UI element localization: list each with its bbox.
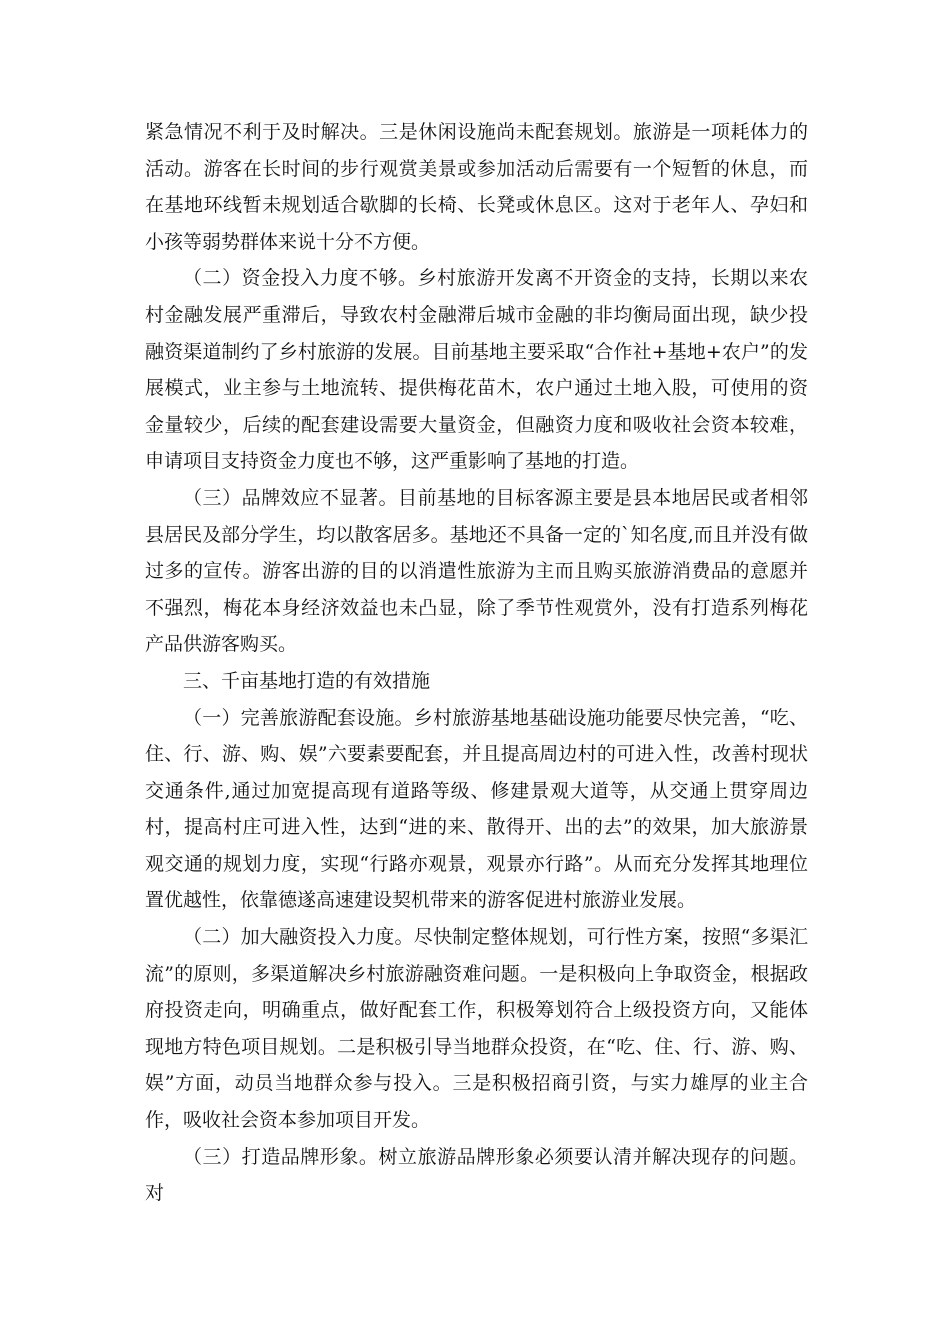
paragraph-brand-effect: （三）品牌效应不显著。目前基地的目标客源主要是县本地居民或者相邻县居民及部分学生，均以散客居多。基地还不具备一定的`知名度,而且并没有做过多的宣传。游客出游的目的以消遣性旅游为主而且购买旅游消费品的意愿并不强烈，梅花本身经济效益也未凸显，除了季节性观赏外，没有打造系列梅花产品供游客购买。 — [145, 486, 808, 656]
section-heading-measures: 三、千亩基地打造的有效措施 — [183, 669, 431, 692]
paragraph-increase-financing: （二）加大融资投入力度。尽快制定整体规划，可行性方案，按照“多渠汇流”的原则，多渠道解决乡村旅游融资难问题。一是积极向上争取资金，根据政府投资走向，明确重点，做好配套工作，积极筹划符合上级投资方向，又能体现地方特色项目规划。二是积极引导当地群众投资，在“吃、住、行、游、购、娱”方面，动员当地群众参与投入。三是积极招商引资，与实力雄厚的业主合作，吸收社会资本参加项目开发。 — [145, 926, 808, 1132]
paragraph-improve-facilities: （一）完善旅游配套设施。乡村旅游基地基础设施功能要尽快完善，“吃、住、行、游、购、娱”六要素要配套，并且提高周边村的可进入性，改善村现状交通条件,通过加宽提高现有道路等级、修建景观大道等，从交通上贯穿周边村，提高村庄可进入性，达到“进的来、散得开、出的去”的效果，加大旅游景观交通的规划力度，实现“行路亦观景，观景亦行路”。从而充分发挥其地理位置优越性，依靠德遂高速建设契机带来的游客促进村旅游业发展。 — [145, 706, 808, 912]
document-body — [145, 114, 808, 1212]
paragraph-brand-image: （三）打造品牌形象。树立旅游品牌形象必须要认清并解决现存的问题。对 — [145, 1145, 808, 1205]
paragraph-facilities-continued: 紧急情况不利于及时解决。三是休闲设施尚未配套规划。旅游是一项耗体力的活动。游客在长时间的步行观赏美景或参加活动后需要有一个短暂的休息，而在基地环线暂未规划适合歇脚的长椅、长凳或休息区。这对于老年人、孕妇和小孩等弱势群体来说十分不方便。 — [145, 121, 808, 253]
paragraph-funding-shortage: （二）资金投入力度不够。乡村旅游开发离不开资金的支持，长期以来农村金融发展严重滞后，导致农村金融滞后城市金融的非均衡局面出现，缺少投融资渠道制约了乡村旅游的发展。目前基地主要采取“合作社+基地+农户”的发展模式，业主参与土地流转、提供梅花苗木，农户通过土地入股，可使用的资金量较少，后续的配套建设需要大量资金，但融资力度和吸收社会资本较难，申请项目支持资金力度也不够，这严重影响了基地的打造。 — [145, 267, 808, 473]
